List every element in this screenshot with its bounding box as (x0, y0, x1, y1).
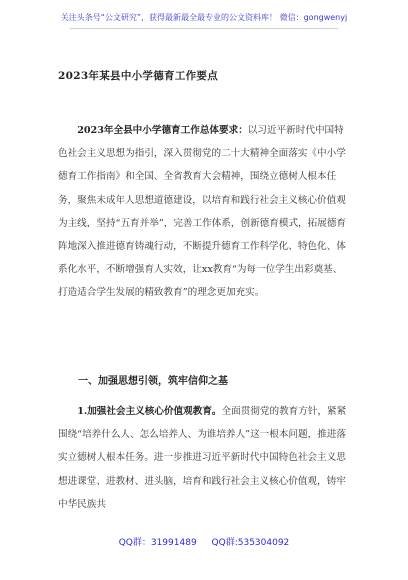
paragraph-body: 以习近平新时代中国特色社会主义思想为指引，深入贯彻党的二十大精神全面落实《中小学德育工作指南》和全国、全省教育大会精神，围绕立德树人根本任务，聚焦未成年人思想道德建设，以培育和践行社会主义核心价值观为主线，坚持“五育并举”，完善工作体系，创新德育模式，拓展德育阵地深入推进德育铸魂行动，不断提升德育工作科学化、特色化、体系化水平，不断增强育人实效，让xx教育“为每一位学生出彩奠基、打造适合学生发展的精致教育”的理念更加充实。 (58, 125, 347, 299)
footer-qq-group-1: QQ群：31991489 (118, 538, 197, 548)
header-banner: 关注头条号“公文研究”，获得最新最全最专业的公文资料库！ 微信：gongwenyj (60, 13, 348, 22)
paragraph-general-requirements (58, 119, 350, 305)
footer (0, 535, 408, 548)
document-title: 2023年某县中小学德育工作要点 (58, 70, 219, 82)
paragraph-body: 全面贯彻党的教育方针，紧紧围绕“培养什么人、怎么培养人、为谁培养人”这一根本问题，推进落实立德树人根本任务。进一步推进习近平新时代中国特色社会主义思想进课堂、进教材、进头脑，培育和践行社会主义核心价值观，铸牢中华民族共 (58, 406, 347, 510)
paragraph-core-values (58, 400, 350, 516)
paragraph-lead: 2023年全县中小学德育工作总体要求： (77, 125, 248, 136)
footer-qq-group-2: QQ群:535304092 (211, 538, 290, 548)
paragraph-lead: 1.加强社会主义核心价值观教育。 (77, 406, 222, 417)
header-divider (70, 28, 338, 29)
section-heading: 一、加强思想引领，筑牢信仰之基 (78, 376, 228, 387)
